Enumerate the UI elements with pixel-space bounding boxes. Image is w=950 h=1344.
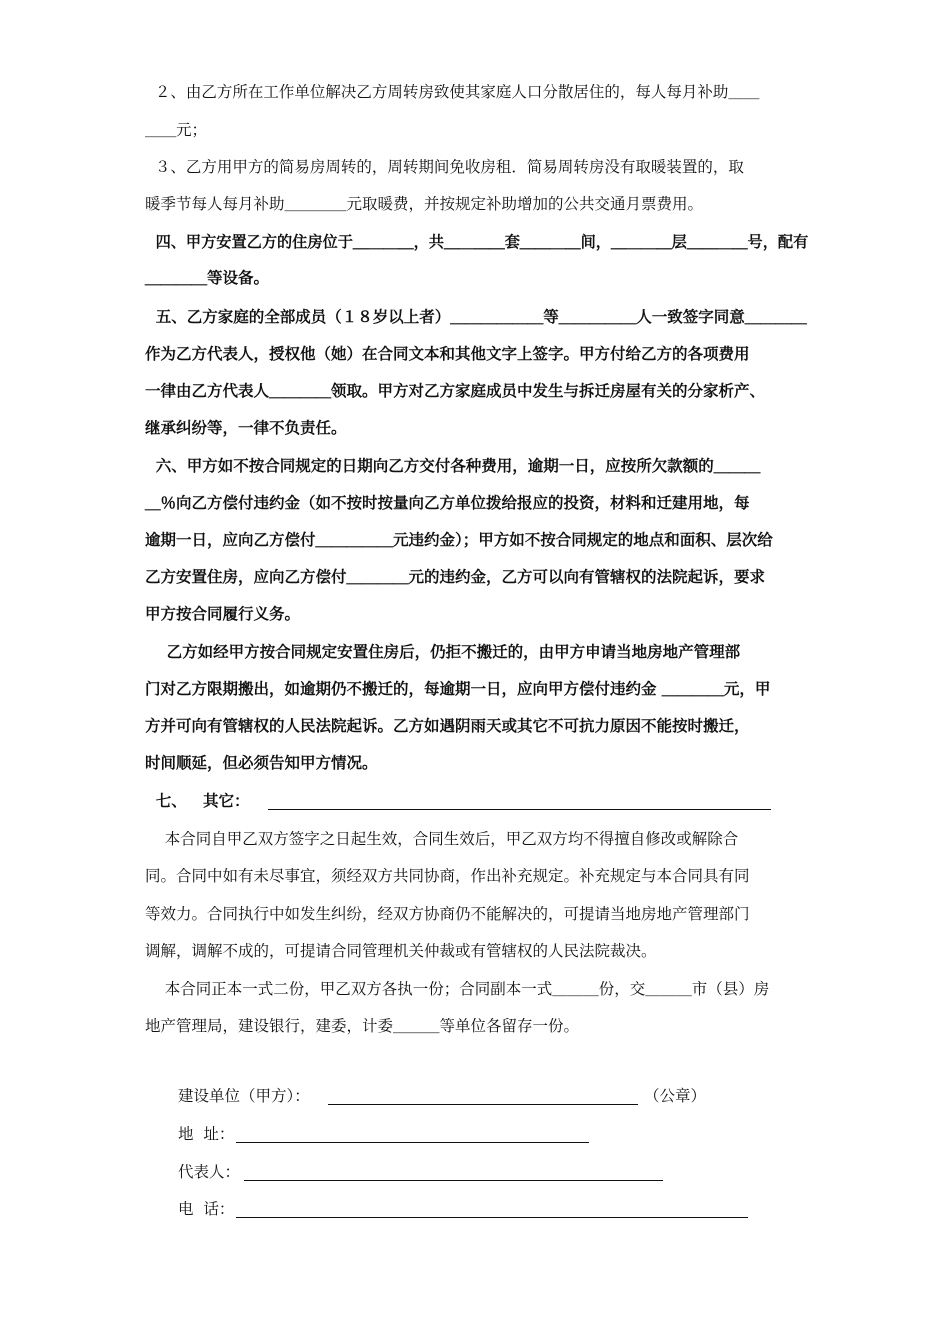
clause-2-line-1: ２、由乙方所在工作单位解决乙方周转房致使其家庭人口分散居住的，每人每月补助＿＿ bbox=[145, 83, 760, 101]
copies-line-1: 本合同正本一式二份，甲乙双方各执一份；合同副本一式＿＿＿份，交＿＿＿市（县）房 bbox=[145, 980, 770, 998]
section-6-line-4: 乙方安置住房，应向乙方偿付＿＿＿＿元的违约金，乙方可以向有管辖权的法院起诉，要求 bbox=[145, 567, 766, 586]
section-7-label: 七、 其它： bbox=[145, 791, 250, 810]
section-6b-line-1: 乙方如经甲方按合同规定安置住房后，仍拒不搬迁的，由甲方申请当地房地产管理部 bbox=[145, 642, 741, 661]
section-4-line-1: 四、甲方安置乙方的住房位于＿＿＿＿，共＿＿＿＿套＿＿＿＿间，＿＿＿＿层＿＿＿＿号，配有 bbox=[145, 232, 809, 251]
copies-line-2: 地产管理局，建设银行，建委，计委＿＿＿等单位各留存一份。 bbox=[145, 1017, 580, 1035]
phone-line bbox=[236, 1217, 748, 1218]
clause-3-line-1: ３、乙方用甲方的简易房周转的，周转期间免收房租．简易周转房没有取暖装置的，取 bbox=[145, 158, 744, 176]
section-7-blank-line bbox=[268, 809, 771, 810]
effect-line-4: 调解，调解不成的，可提请合同管理机关仲裁或有管辖权的人民法院裁决。 bbox=[145, 942, 657, 960]
section-6-line-2: ＿％向乙方偿付违约金（如不按时按量向乙方单位拨给报应的投资，材料和迁建用地，每 bbox=[145, 493, 750, 512]
section-6b-line-4: 时间顺延，但必须告知甲方情况。 bbox=[145, 753, 378, 772]
section-5-line-2: 作为乙方代表人，授权他（她）在合同文本和其他文字上签字。甲方付给乙方的各项费用 bbox=[145, 344, 750, 363]
section-6-line-5: 甲方按合同履行义务。 bbox=[145, 604, 301, 623]
effect-line-2: 同。合同中如有未尽事宜，须经双方共同协商，作出补充规定。补充规定与本合同具有同 bbox=[145, 867, 750, 885]
representative-line bbox=[244, 1180, 663, 1181]
section-5-line-3: 一律由乙方代表人＿＿＿＿领取。甲方对乙方家庭成员中发生与拆迁房屋有关的分家析产、 bbox=[145, 381, 766, 400]
clause-3-line-2: 暖季节每人每月补助＿＿＿＿元取暖费，并按规定补助增加的公共交通月票费用。 bbox=[145, 195, 704, 213]
effect-line-3: 等效力。合同执行中如发生纠纷，经双方协商仍不能解决的，可提请当地房地产管理部门 bbox=[145, 905, 750, 923]
section-4-line-2: ＿＿＿＿等设备。 bbox=[145, 268, 270, 287]
section-6b-line-3: 方并可向有管辖权的人民法院起诉。乙方如遇阴雨天或其它不可抗力原因不能按时搬迁， bbox=[145, 716, 750, 735]
section-5-line-4: 继承纠纷等，一律不负责任。 bbox=[145, 418, 347, 437]
address-label: 地 址： bbox=[178, 1125, 235, 1143]
phone-label: 电 话： bbox=[178, 1200, 235, 1218]
section-6-line-1: 六、甲方如不按合同规定的日期向乙方交付各种费用，逾期一日，应按所欠款额的＿＿＿ bbox=[145, 456, 761, 475]
representative-label: 代表人： bbox=[178, 1163, 241, 1181]
section-5-line-1: 五、乙方家庭的全部成员（１８岁以上者）＿＿＿＿＿＿等＿＿＿＿＿人一致签字同意＿＿＿＿ bbox=[145, 307, 807, 326]
builder-signature-line bbox=[328, 1104, 638, 1105]
builder-label: 建设单位（甲方）： bbox=[178, 1087, 310, 1105]
clause-2-line-2: ＿＿元； bbox=[145, 121, 208, 139]
section-6-line-3: 逾期一日，应向乙方偿付＿＿＿＿＿元违约金）；甲方如不按合同规定的地点和面积、层次给 bbox=[145, 530, 773, 549]
address-line bbox=[236, 1142, 589, 1143]
effect-line-1: 本合同自甲乙双方签字之日起生效，合同生效后，甲乙双方均不得擅自修改或解除合 bbox=[145, 830, 739, 848]
seal-note: （公章） bbox=[644, 1087, 707, 1105]
section-6b-line-2: 门对乙方限期搬出，如逾期仍不搬迁的，每逾期一日，应向甲方偿付违约金 ＿＿＿＿元，甲 bbox=[145, 679, 771, 698]
